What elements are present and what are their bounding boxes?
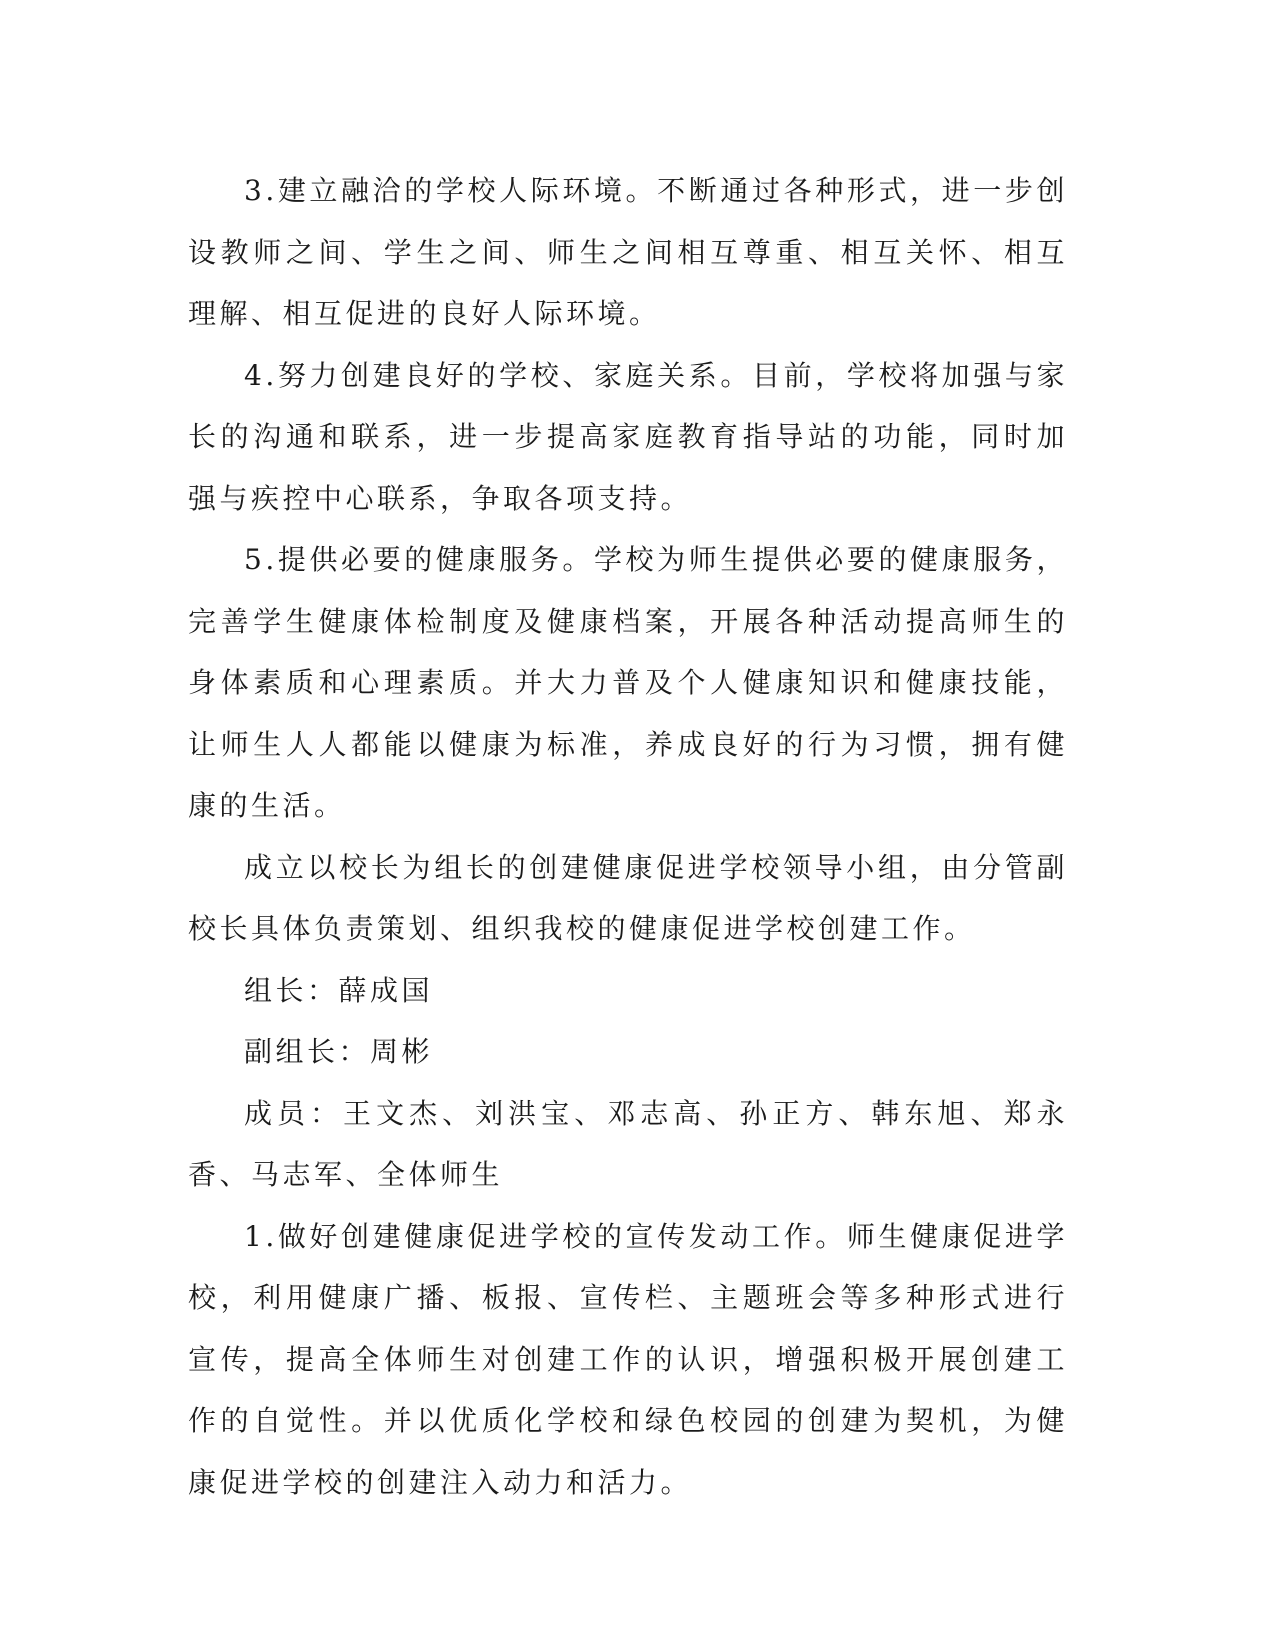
document-body <box>188 160 1068 1513</box>
paragraph-members: 成员：王文杰、刘洪宝、邓志高、孙正方、韩东旭、郑永香、马志军、全体师生 <box>188 1096 1068 1191</box>
paragraph-deputy-leader: 副组长：周彬 <box>244 1035 434 1068</box>
paragraph-publicity-work: 1.做好创建健康促进学校的宣传发动工作。师生健康促进学校，利用健康广播、板报、宣传栏、主题班会等多种形式进行宣传，提高全体师生对创建工作的认识，增强积极开展创建工作的自觉性。并以优质化学校和绿色校园的创建为契机，为健康促进学校的创建注入动力和活力。 <box>188 1219 1068 1499</box>
paragraph-group-leader: 组长：薛成国 <box>244 973 434 1007</box>
paragraph-interpersonal-environment: 3.建立融洽的学校人际环境。不断通过各种形式，进一步创设教师之间、学生之间、师生之间相互尊重、相互关怀、相互理解、相互促进的良好人际环境。 <box>188 174 1068 330</box>
paragraph-school-family-relations: 4.努力创建良好的学校、家庭关系。目前，学校将加强与家长的沟通和联系，进一步提高家庭教育指导站的功能，同时加强与疾控中心联系，争取各项支持。 <box>188 358 1068 515</box>
paragraph-leadership-group: 成立以校长为组长的创建健康促进学校领导小组，由分管副校长具体负责策划、组织我校的健康促进学校创建工作。 <box>188 850 1068 945</box>
paragraph-health-services: 5.提供必要的健康服务。学校为师生提供必要的健康服务，完善学生健康体检制度及健康档案，开展各种活动提高师生的身体素质和心理素质。并大力普及个人健康知识和健康技能，让师生人人都能以健康为标准，养成良好的行为习惯，拥有健康的生活。 <box>188 543 1068 822</box>
